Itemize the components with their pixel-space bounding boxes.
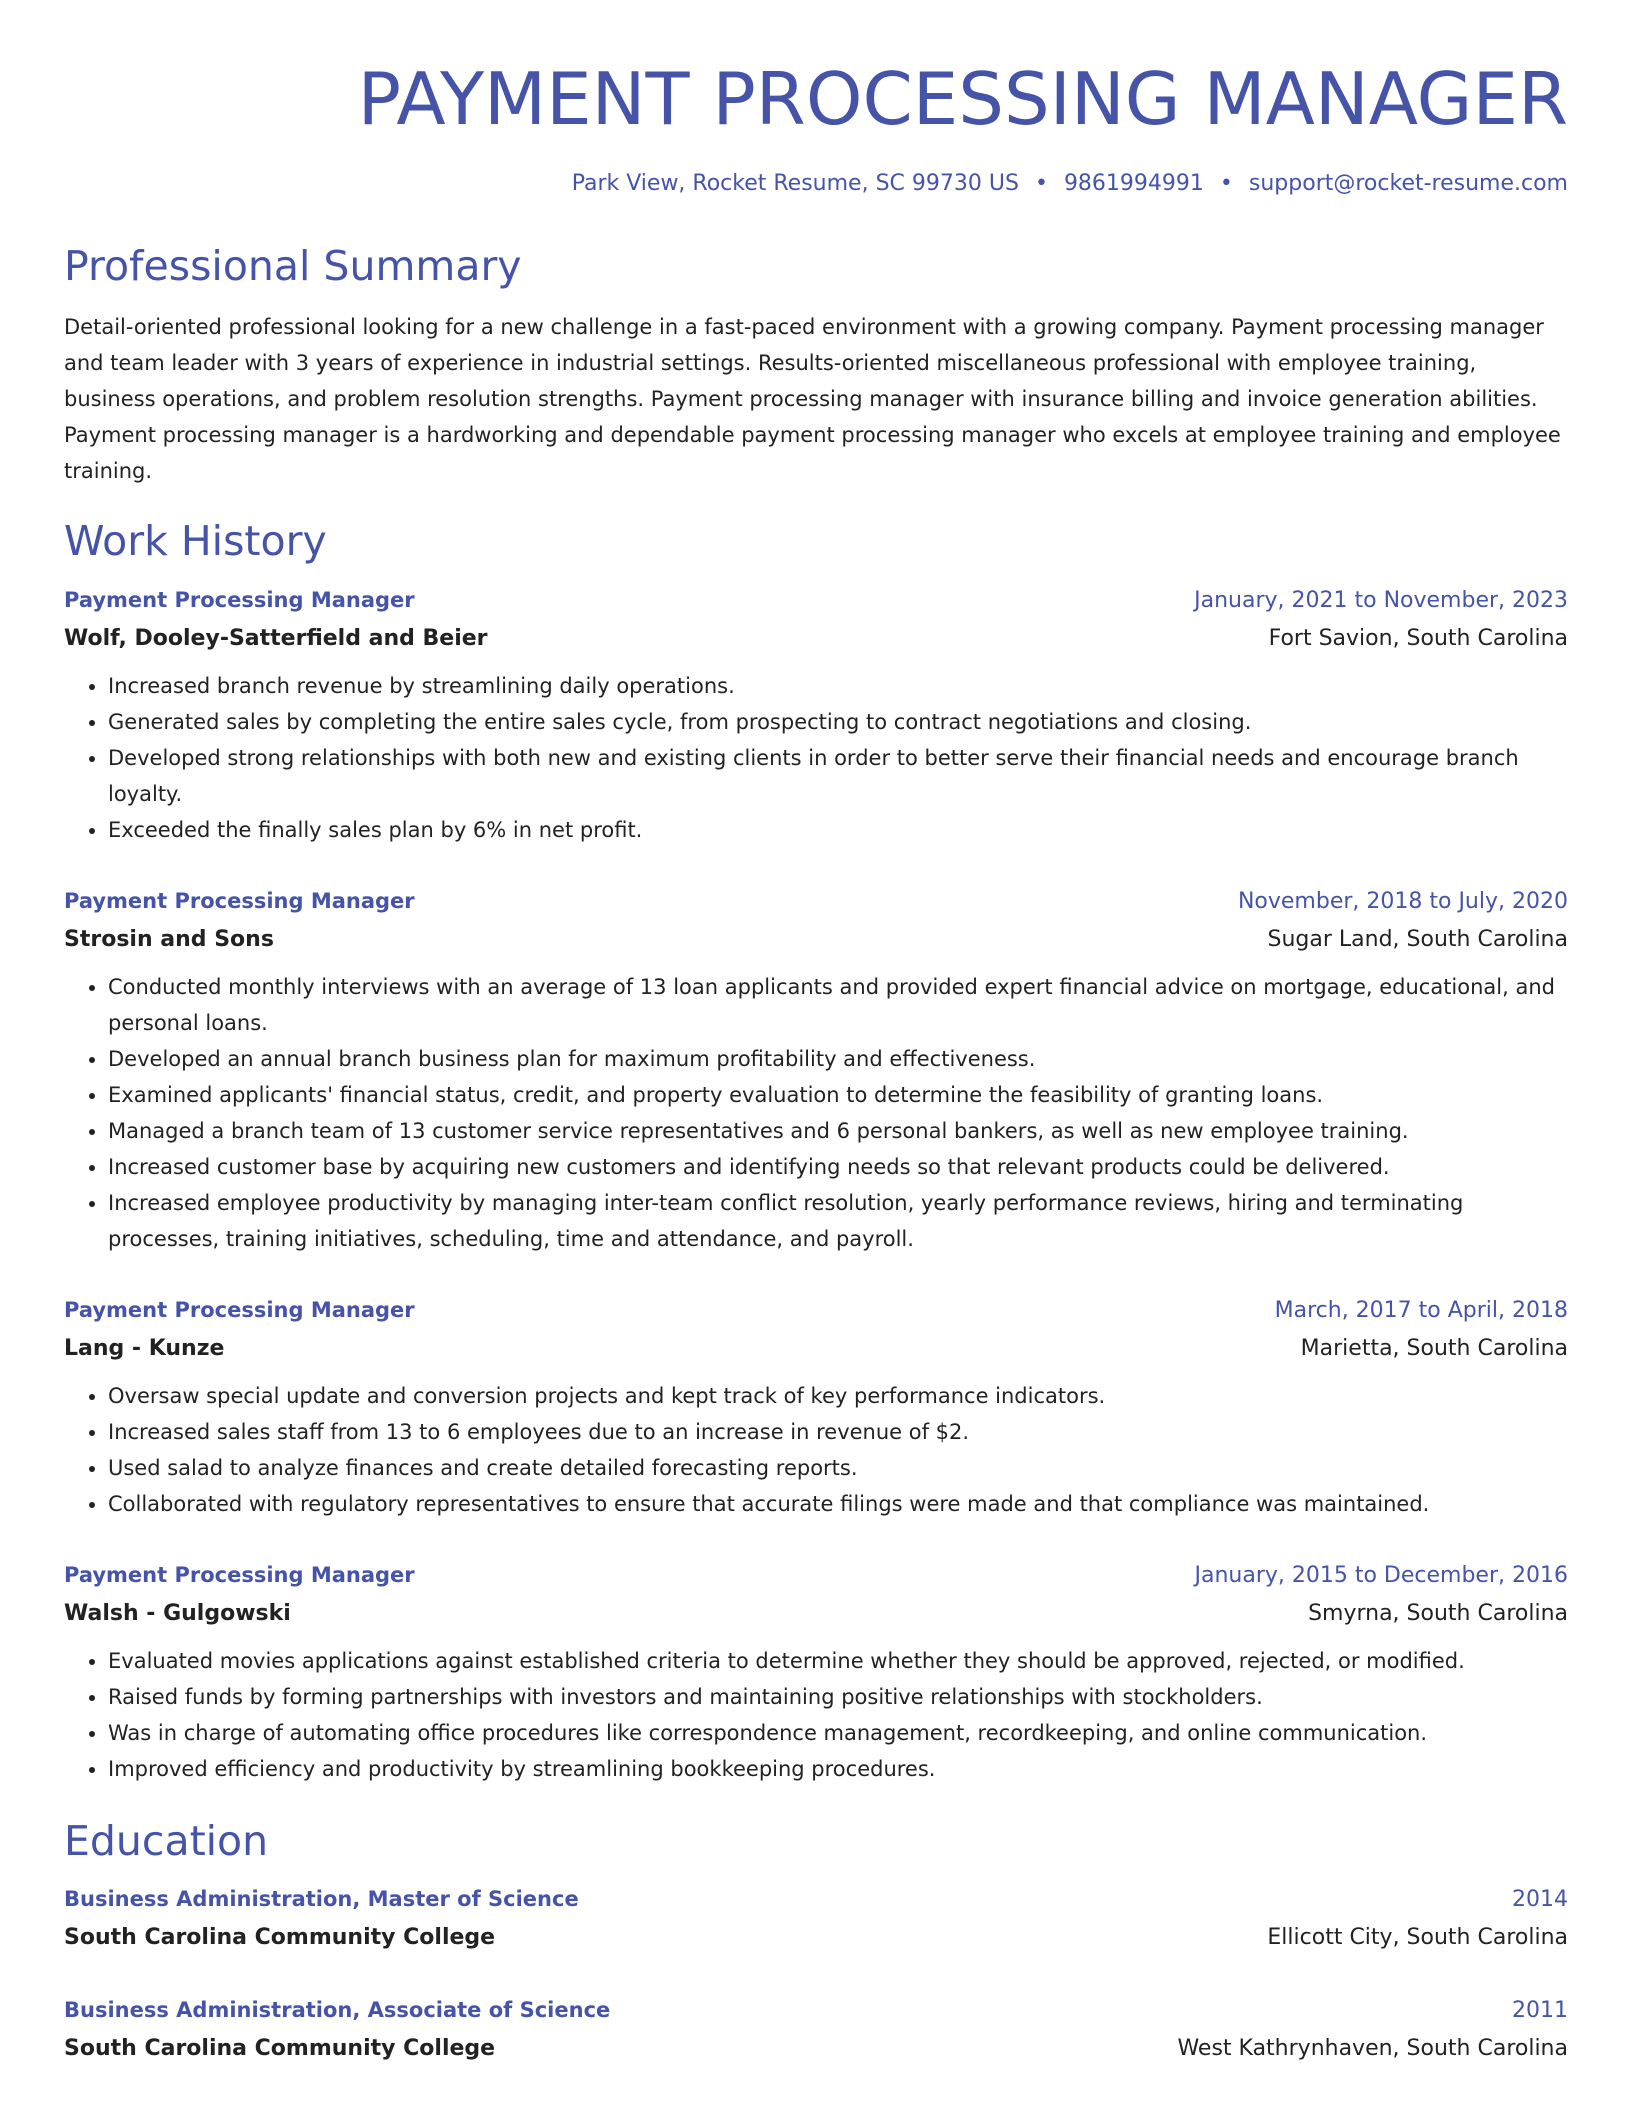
job-bullets [64,969,1568,1257]
job-entry [64,882,1568,1257]
contact-line [64,171,1568,196]
summary-text: Detail-oriented professional looking for a new challenge in a fast-paced environment with a growing company. Payment processing manager and team leader with 3 years of experience in industrial settings. Results-oriented miscellaneous professional with employee training, business operations, and problem resolution strengths. Payment processing manager with insurance billing and invoice generation abilities. Payment processing manager is a hardworking and dependable payment processing manager who excels at employee training and employee training. [64,315,1561,484]
job-title: Payment Processing Manager [64,1297,415,1322]
job-bullet: • Increased branch revenue by streamlining daily operations. [108,668,1568,704]
job-bullet: • Increased sales staff from 13 to 6 employees due to an increase in revenue of $2. [108,1414,1568,1450]
job-bullets [64,668,1568,848]
contact-separator: • [1219,171,1233,197]
education-entry [64,1991,1568,2068]
job-bullet: • Conducted monthly interviews with an average of 13 loan applicants and provided expert financial advice on mortgage, educational, and personal loans. [108,969,1568,1041]
contact-email: support@rocket-resume.com [1248,171,1568,197]
job-bullets [64,1378,1568,1522]
education-location: Ellicott City, South Carolina [1267,1924,1568,1950]
job-dates: March, 2017 to April, 2018 [1274,1297,1568,1323]
job-entry [64,581,1568,848]
education-year: 2014 [1512,1886,1568,1912]
job-title: Payment Processing Manager [64,888,415,913]
job-employer: Wolf, Dooley-Satterfield and Beier [64,625,488,651]
job-bullet: • Examined applicants' financial status, credit, and property evaluation to determine the feasibility of granting loans. [108,1077,1568,1113]
education-year: 2011 [1512,1997,1568,2023]
education-heading: Education [64,1816,269,1865]
job-dates: November, 2018 to July, 2020 [1237,888,1568,914]
job-bullet: • Managed a branch team of 13 customer service representatives and 6 personal bankers, as well as new employee training. [108,1113,1568,1149]
education-degree: Business Administration, Master of Science [64,1886,579,1911]
job-bullet: • Exceeded the finally sales plan by 6% in net profit. [108,812,1568,848]
job-title: Payment Processing Manager [64,587,415,612]
education-entry [64,1880,1568,1957]
education-degree: Business Administration, Associate of Science [64,1997,611,2022]
job-employer: Strosin and Sons [64,926,274,952]
contact-separator: • [1034,171,1048,197]
job-bullet: • Increased employee productivity by managing inter-team conflict resolution, yearly performance reviews, hiring and terminating processes, training initiatives, scheduling, time and attendance, and payroll. [108,1185,1568,1257]
job-bullets [64,1643,1568,1787]
job-bullet: • Improved efficiency and productivity by streamlining bookkeeping procedures. [108,1751,1568,1787]
job-location: Sugar Land, South Carolina [1267,926,1568,952]
education-school: South Carolina Community College [64,1924,496,1950]
job-location: Fort Savion, South Carolina [1268,625,1568,651]
job-location: Smyrna, South Carolina [1308,1600,1568,1626]
resume-name: PAYMENT PROCESSING MANAGER [357,57,1568,141]
job-employer: Walsh - Gulgowski [64,1600,291,1626]
summary-heading: Professional Summary [64,242,522,291]
contact-phone: 9861994991 [1063,171,1204,197]
job-bullet: • Developed an annual branch business plan for maximum profitability and effectiveness. [108,1041,1568,1077]
work-history-list [64,581,1568,1787]
job-title: Payment Processing Manager [64,1562,415,1587]
job-location: Marietta, South Carolina [1300,1335,1568,1361]
job-bullet: • Oversaw special update and conversion projects and kept track of key performance indicators. [108,1378,1568,1414]
job-bullet: • Increased customer base by acquiring new customers and identifying needs so that relevant products could be delivered. [108,1149,1568,1185]
resume-page [64,0,1568,2068]
contact-address: Park View, Rocket Resume, SC 99730 US [571,171,1019,197]
job-bullet: • Generated sales by completing the entire sales cycle, from prospecting to contract negotiations and closing. [108,704,1568,740]
job-bullet: • Raised funds by forming partnerships with investors and maintaining positive relationships with stockholders. [108,1679,1568,1715]
job-dates: January, 2021 to November, 2023 [1194,587,1568,613]
job-dates: January, 2015 to December, 2016 [1194,1562,1568,1588]
education-school: South Carolina Community College [64,2035,496,2061]
job-bullet: • Developed strong relationships with both new and existing clients in order to better serve their financial needs and encourage branch loyalty. [108,740,1568,812]
job-employer: Lang - Kunze [64,1335,225,1361]
job-bullet: • Evaluated movies applications against established criteria to determine whether they should be approved, rejected, or modified. [108,1643,1568,1679]
job-bullet: • Collaborated with regulatory representatives to ensure that accurate filings were made and that compliance was maintained. [108,1486,1568,1522]
education-location: West Kathrynhaven, South Carolina [1177,2035,1568,2061]
job-bullet: • Was in charge of automating office procedures like correspondence management, recordkeeping, and online communication. [108,1715,1568,1751]
education-list [64,1880,1568,2068]
work-history-heading: Work History [64,517,327,566]
job-entry [64,1291,1568,1522]
job-bullet: • Used salad to analyze finances and create detailed forecasting reports. [108,1450,1568,1486]
job-entry [64,1556,1568,1787]
